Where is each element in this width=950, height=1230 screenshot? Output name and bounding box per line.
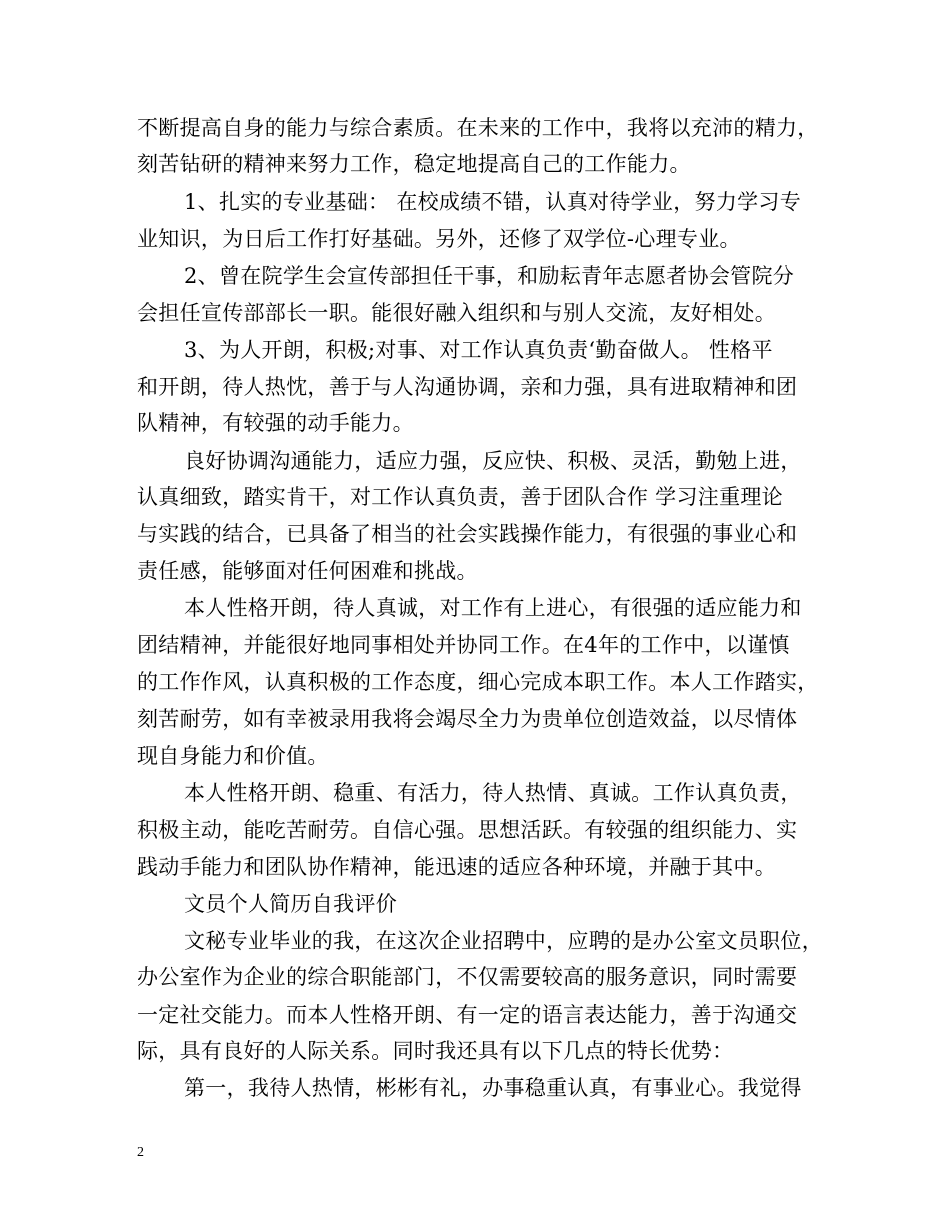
body-text-line: 本人性格开朗，待人真诚，对工作有上进心，有很强的适应能力和	[184, 596, 802, 620]
body-text-line: 办公室作为企业的综合职能部门，不仅需要较高的服务意识，同时需要	[137, 965, 798, 989]
body-text-line: 现自身能力和价值。	[137, 744, 329, 768]
body-text-line: 第一，我待人热情，彬彬有礼，办事稳重认真，有事业心。我觉得	[184, 1076, 802, 1100]
body-text-line: 1、扎实的专业基础： 在校成绩不错，认真对待学业，努力学习专	[184, 190, 802, 214]
body-text-line: 不断提高自身的能力与综合素质。在未来的工作中，我将以充沛的精力，	[137, 116, 819, 140]
body-text-line: 3、为人开朗，积极;对事、对工作认真负责‘勤奋做人。 性格平	[184, 338, 773, 362]
body-text-line: 和开朗，待人热忱，善于与人沟通协调，亲和力强，具有进取精神和团	[137, 375, 798, 399]
body-text-line: 良好协调沟通能力，适应力强，反应快、积极、灵活，勤勉上进，	[184, 449, 802, 473]
body-text-line: 的工作作风，认真积极的工作态度，细心完成本职工作。本人工作踏实，	[137, 670, 819, 694]
body-text-line: 2、曾在院学生会宣传部担任干事，和励耘青年志愿者协会管院分	[184, 264, 795, 288]
body-text-line: 团结精神，并能很好地同事相处并协同工作。在4年的工作中，以谨慎	[137, 633, 790, 657]
body-text-line: 刻苦钻研的精神来努力工作，稳定地提高自己的工作能力。	[137, 152, 691, 176]
body-text-line: 文秘专业毕业的我，在这次企业招聘中，应聘的是办公室文员职位，	[184, 929, 823, 953]
body-text-line: 会担任宣传部部长一职。能很好融入组织和与别人交流，友好相处。	[137, 301, 776, 325]
body-text-line: 本人性格开朗、稳重、有活力，待人热情、真诚。工作认真负责，	[184, 781, 802, 805]
body-text-line: 积极主动，能吃苦耐劳。自信心强。思想活跃。有较强的组织能力、实	[137, 818, 798, 842]
body-text-line: 一定社交能力。而本人性格开朗、有一定的语言表达能力，善于沟通交	[137, 1003, 798, 1027]
body-text-line: 与实践的结合，已具备了相当的社会实践操作能力，有很强的事业心和	[137, 522, 798, 546]
body-text-line: 责任感，能够面对任何困难和挑战。	[137, 559, 478, 583]
body-text-line: 队精神，有较强的动手能力。	[137, 411, 414, 435]
page-number: 2	[137, 1145, 144, 1160]
body-text-line: 认真细致，踏实肯干，对工作认真负责，善于团队合作 学习注重理论	[137, 485, 783, 509]
body-text-line: 刻苦耐劳，如有幸被录用我将会竭尽全力为贵单位创造效益，以尽情体	[137, 707, 798, 731]
body-text-line: 际，具有良好的人际关系。同时我还具有以下几点的特长优势：	[137, 1039, 734, 1063]
body-text-line: 践动手能力和团队协作精神，能迅速的适应各种环境，并融于其中。	[137, 855, 776, 879]
section-heading: 文员个人简历自我评价	[184, 892, 397, 916]
body-text-line: 业知识，为日后工作打好基础。另外，还修了双学位-心理专业。	[137, 227, 741, 251]
